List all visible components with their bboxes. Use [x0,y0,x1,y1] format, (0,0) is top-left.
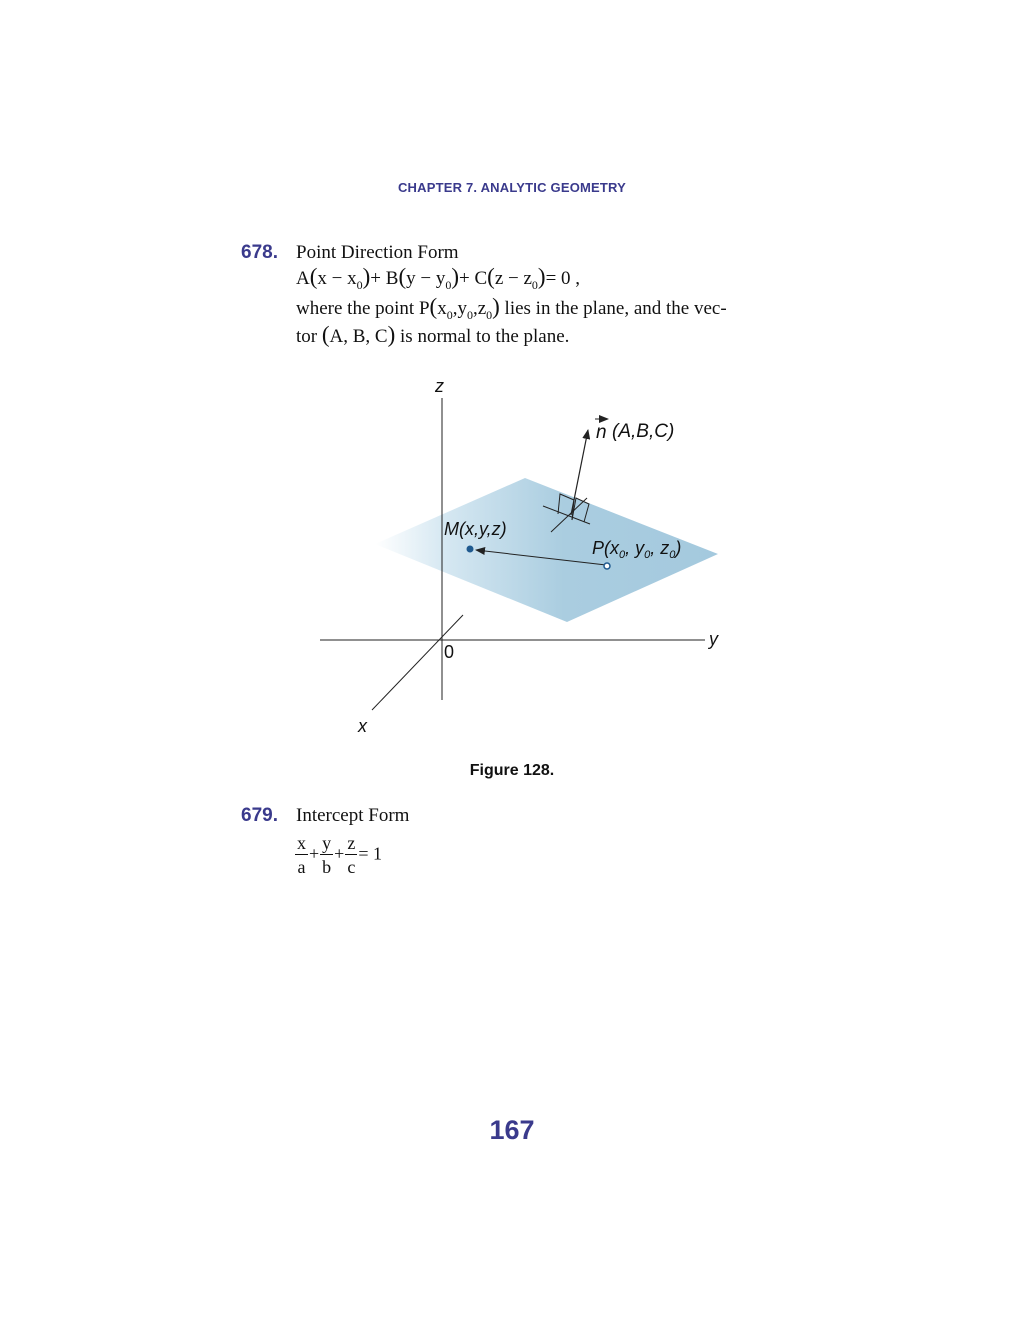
chapter-header: CHAPTER 7. ANALYTIC GEOMETRY [397,180,627,195]
description-line-1: where the point $P(x_0,y_0,z_0)$ lies in the plane, and the vec- [296,294,727,322]
description-text-c: tor [296,326,318,347]
section-title-678: Point Direction Form [296,242,459,263]
section-number-678: 678. [241,242,278,263]
point-p-dot [604,563,610,569]
description-text-b: lies in the plane, and the vec- [504,298,727,319]
origin-label: 0 [444,642,455,662]
page-number: 167 [489,1115,535,1145]
point-m-label: M(x,y,z) [444,519,507,539]
x-axis [372,615,463,710]
normal-label: (A,B,C) [612,421,675,442]
point-p-prefix: P(x [592,538,619,558]
description-text-d: is normal to the plane. [400,326,570,347]
intercept-formula: $\frac{x}{a}$ + $\frac{y}{b}$ + $\frac{z}{c}$ = 1 [297,833,382,877]
figure-128-diagram [0,370,1024,770]
description-text-a: where the point [296,298,415,319]
description-line-2: tor (A, B, C) is normal to the plane. [296,322,570,347]
y-axis-label: y [709,629,718,649]
point-direction-formula: $A(x - x_0)+ B(y - y_0)+ C(z - z_0)= 0$ , [296,264,581,292]
point-m-dot [467,546,474,553]
figure-caption: Figure 128. [469,762,555,779]
normal-symbol: n [596,422,607,443]
section-title-679: Intercept Form [296,805,410,826]
section-number-679: 679. [241,805,278,826]
point-p-label: $P(x_0$, $y_0$, $z_0$) [592,538,682,561]
z-axis-label: z [435,376,444,396]
x-axis-label: x [358,716,367,736]
